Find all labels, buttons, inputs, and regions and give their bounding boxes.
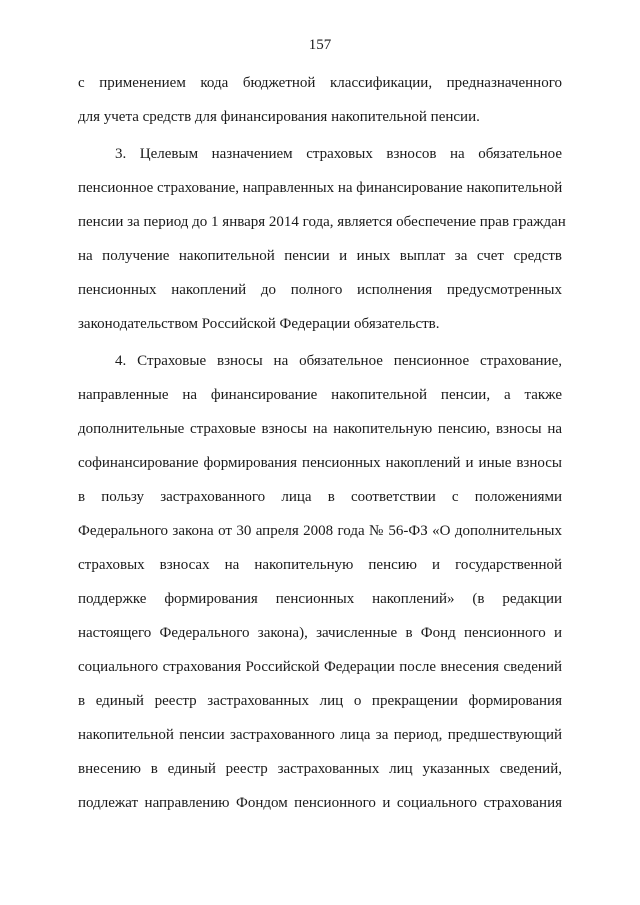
paragraph-continuation <box>78 66 562 134</box>
paragraph-clause-3 <box>78 137 566 341</box>
text-line: с применением кода бюджетной классификации, предназначенного <box>78 75 562 91</box>
document-body <box>78 66 566 820</box>
text-line: софинансирование формирования пенсионных накоплений и иные взносы <box>78 455 562 471</box>
text-line: законодательством Российской Федерации обязательств. <box>78 316 440 332</box>
text-line: 3. Целевым назначением страховых взносов на обязательное <box>115 146 562 162</box>
text-line: пенсионное страхование, направленных на финансирование накопительной <box>78 180 563 196</box>
text-line: в пользу застрахованного лица в соответствии с положениями <box>78 489 562 505</box>
page-number: 157 <box>308 37 332 53</box>
text-line: в единый реестр застрахованных лиц о прекращении формирования <box>78 693 562 709</box>
text-line: социального страхования Российской Федерации после внесения сведений <box>78 659 562 675</box>
text-line: для учета средств для финансирования накопительной пенсии. <box>78 109 480 125</box>
text-line: пенсионных накоплений до полного исполнения предусмотренных <box>78 282 562 298</box>
text-line: накопительной пенсии застрахованного лица за период, предшествующий <box>78 727 562 743</box>
text-line: поддержке формирования пенсионных накоплений» (в редакции <box>78 591 562 607</box>
text-line: настоящего Федерального закона), зачисленные в Фонд пенсионного и <box>78 625 562 641</box>
text-line: подлежат направлению Фондом пенсионного и социального страхования <box>78 795 562 811</box>
text-line: 4. Страховые взносы на обязательное пенсионное страхование, <box>115 353 562 369</box>
text-line: Федерального закона от 30 апреля 2008 года № 56-ФЗ «О дополнительных <box>78 523 562 539</box>
text-line: страховых взносах на накопительную пенсию и государственной <box>78 557 562 573</box>
text-line: пенсии за период до 1 января 2014 года, является обеспечение прав граждан <box>78 214 566 230</box>
text-line: внесению в единый реестр застрахованных лиц указанных сведений, <box>78 761 562 777</box>
text-line: на получение накопительной пенсии и иных выплат за счет средств <box>78 248 562 264</box>
text-line: дополнительные страховые взносы на накопительную пенсию, взносы на <box>78 421 562 437</box>
paragraph-clause-4 <box>78 344 562 820</box>
text-line: направленные на финансирование накопительной пенсии, а также <box>78 387 562 403</box>
